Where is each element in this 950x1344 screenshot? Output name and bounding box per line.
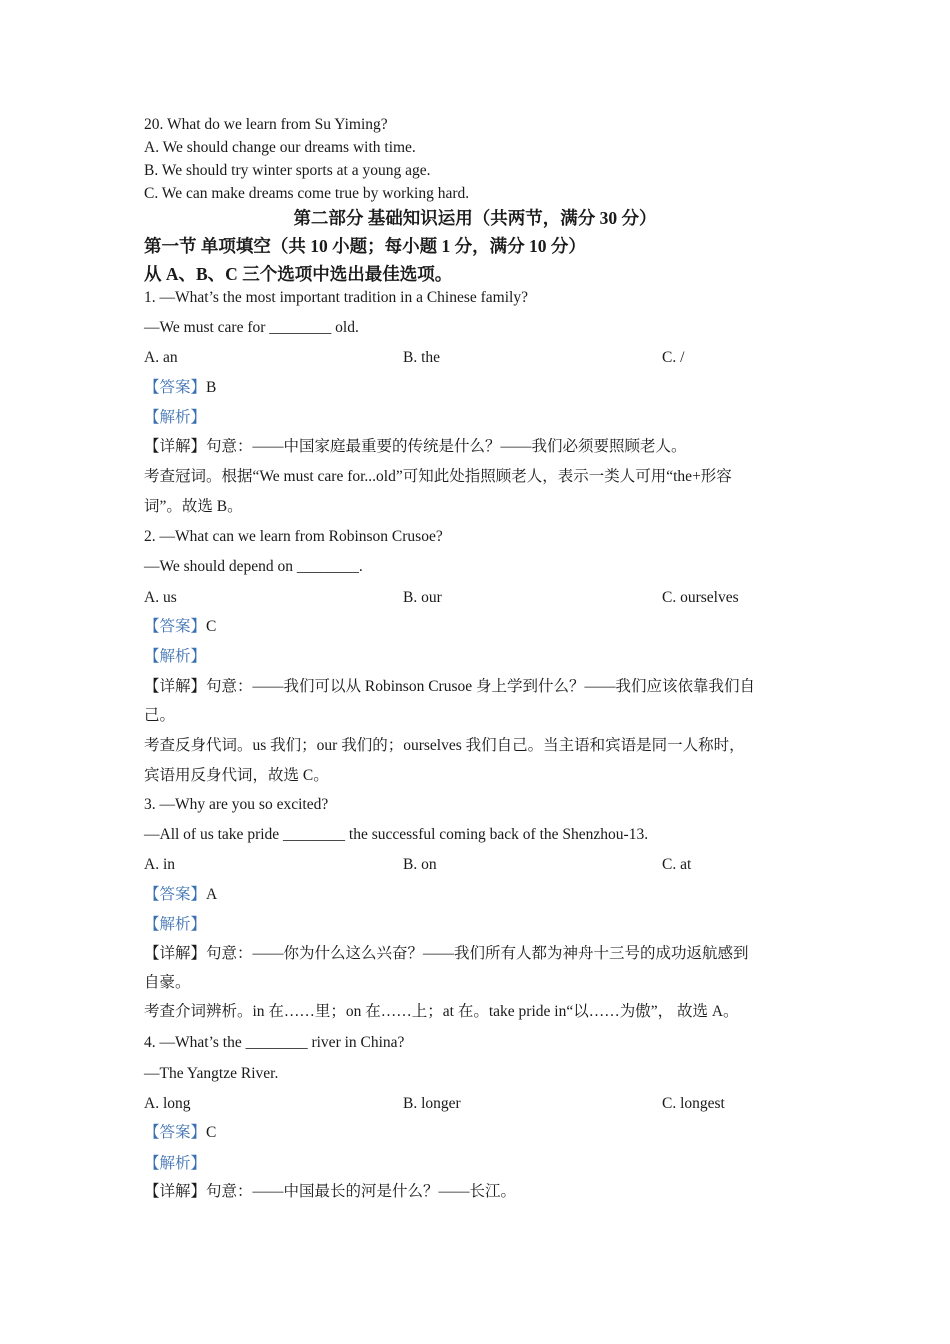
item-3-answer <box>144 885 217 905</box>
item-4-response: —The Yangtze River. <box>144 1065 279 1082</box>
item-2-analysis-tag: 【解析】 <box>144 648 207 665</box>
item-2-question: 2. —What can we learn from Robinson Crusoe? <box>144 528 443 545</box>
question-20: 20. What do we learn from Su Yiming? <box>144 116 388 133</box>
detail-tag: 【详解】 <box>144 678 207 695</box>
item-4-option-c: C. longest <box>662 1095 725 1112</box>
item-2-answer <box>144 617 216 637</box>
q20-option-b: B. We should try winter sports at a young age. <box>144 162 431 179</box>
answer-tag: 【答案】 <box>144 886 207 903</box>
part-title: 第二部分 基础知识运用（共两节，满分 30 分） <box>293 208 657 228</box>
detail-tag: 【详解】 <box>144 945 207 962</box>
item-3-option-b: B. on <box>403 856 437 873</box>
item-2-response: —We should depend on ________. <box>144 558 363 575</box>
detail-text: 句意：——中国最长的河是什么？——长江。 <box>206 1183 517 1200</box>
item-4-question: 4. —What’s the ________ river in China? <box>144 1034 405 1051</box>
detail-text: 句意：——中国家庭最重要的传统是什么？——我们必须要照顾老人。 <box>206 438 687 455</box>
item-2-option-a: A. us <box>144 589 177 606</box>
q20-option-c: C. We can make dreams come true by working hard. <box>144 185 470 202</box>
item-3-option-c: C. at <box>662 856 692 873</box>
item-1-answer <box>144 378 216 398</box>
detail-tag: 【详解】 <box>144 1183 207 1200</box>
item-4-detail-1 <box>144 1182 516 1202</box>
section-title: 第一节 单项填空（共 10 小题；每小题 1 分，满分 10 分） <box>144 236 586 256</box>
item-1-response: —We must care for ________ old. <box>144 319 359 336</box>
item-3-detail-1 <box>144 944 749 964</box>
item-2-detail-4: 宾语用反身代词，故选 C。 <box>144 767 329 784</box>
item-1-detail-2: 考查冠词。根据“We must care for...old”可知此处指照顾老人，表示一类人可用“the+形容 <box>144 468 732 485</box>
item-4-answer <box>144 1123 216 1143</box>
item-1-question: 1. —What’s the most important tradition in a Chinese family? <box>144 289 528 306</box>
answer-value: C <box>206 1124 217 1141</box>
item-4-option-a: A. long <box>144 1095 191 1112</box>
item-3-detail-3: 考查介词辨析。in 在……里；on 在……上；at 在。take pride in“以……为傲”， 故选 A。 <box>144 1003 739 1020</box>
item-2-detail-1 <box>144 677 755 697</box>
item-1-analysis-tag: 【解析】 <box>144 409 207 426</box>
answer-value: B <box>206 379 217 396</box>
item-1-detail-3: 词”。故选 B。 <box>144 498 243 515</box>
item-3-option-a: A. in <box>144 856 175 873</box>
answer-tag: 【答案】 <box>144 379 207 396</box>
detail-tag: 【详解】 <box>144 438 207 455</box>
detail-text: 句意：——我们可以从 Robinson Crusoe 身上学到什么？——我们应该依靠我们自 <box>206 678 755 695</box>
answer-value: A <box>206 886 218 903</box>
item-3-question: 3. —Why are you so excited? <box>144 796 329 813</box>
item-1-option-a: A. an <box>144 349 178 366</box>
answer-tag: 【答案】 <box>144 1124 207 1141</box>
answer-value: C <box>206 618 217 635</box>
detail-text: 句意：——你为什么这么兴奋？——我们所有人都为神舟十三号的成功返航感到 <box>206 945 749 962</box>
instruction: 从 A、B、C 三个选项中选出最佳选项。 <box>144 264 453 284</box>
item-3-detail-2: 自豪。 <box>144 974 191 991</box>
item-4-option-b: B. longer <box>403 1095 461 1112</box>
answer-tag: 【答案】 <box>144 618 207 635</box>
item-1-option-b: B. the <box>403 349 441 366</box>
q20-option-a: A. We should change our dreams with time. <box>144 139 416 156</box>
item-1-detail-1 <box>144 437 687 457</box>
item-3-analysis-tag: 【解析】 <box>144 916 207 933</box>
item-4-analysis-tag: 【解析】 <box>144 1155 207 1172</box>
item-3-response: —All of us take pride ________ the successful coming back of the Shenzhou-13. <box>144 826 649 843</box>
item-2-detail-3: 考查反身代词。us 我们；our 我们的；ourselves 我们自己。当主语和宾语是同一人称时， <box>144 737 745 754</box>
item-2-option-c: C. ourselves <box>662 589 739 606</box>
item-1-option-c: C. / <box>662 349 685 366</box>
item-2-detail-2: 己。 <box>144 707 176 724</box>
item-2-option-b: B. our <box>403 589 442 606</box>
